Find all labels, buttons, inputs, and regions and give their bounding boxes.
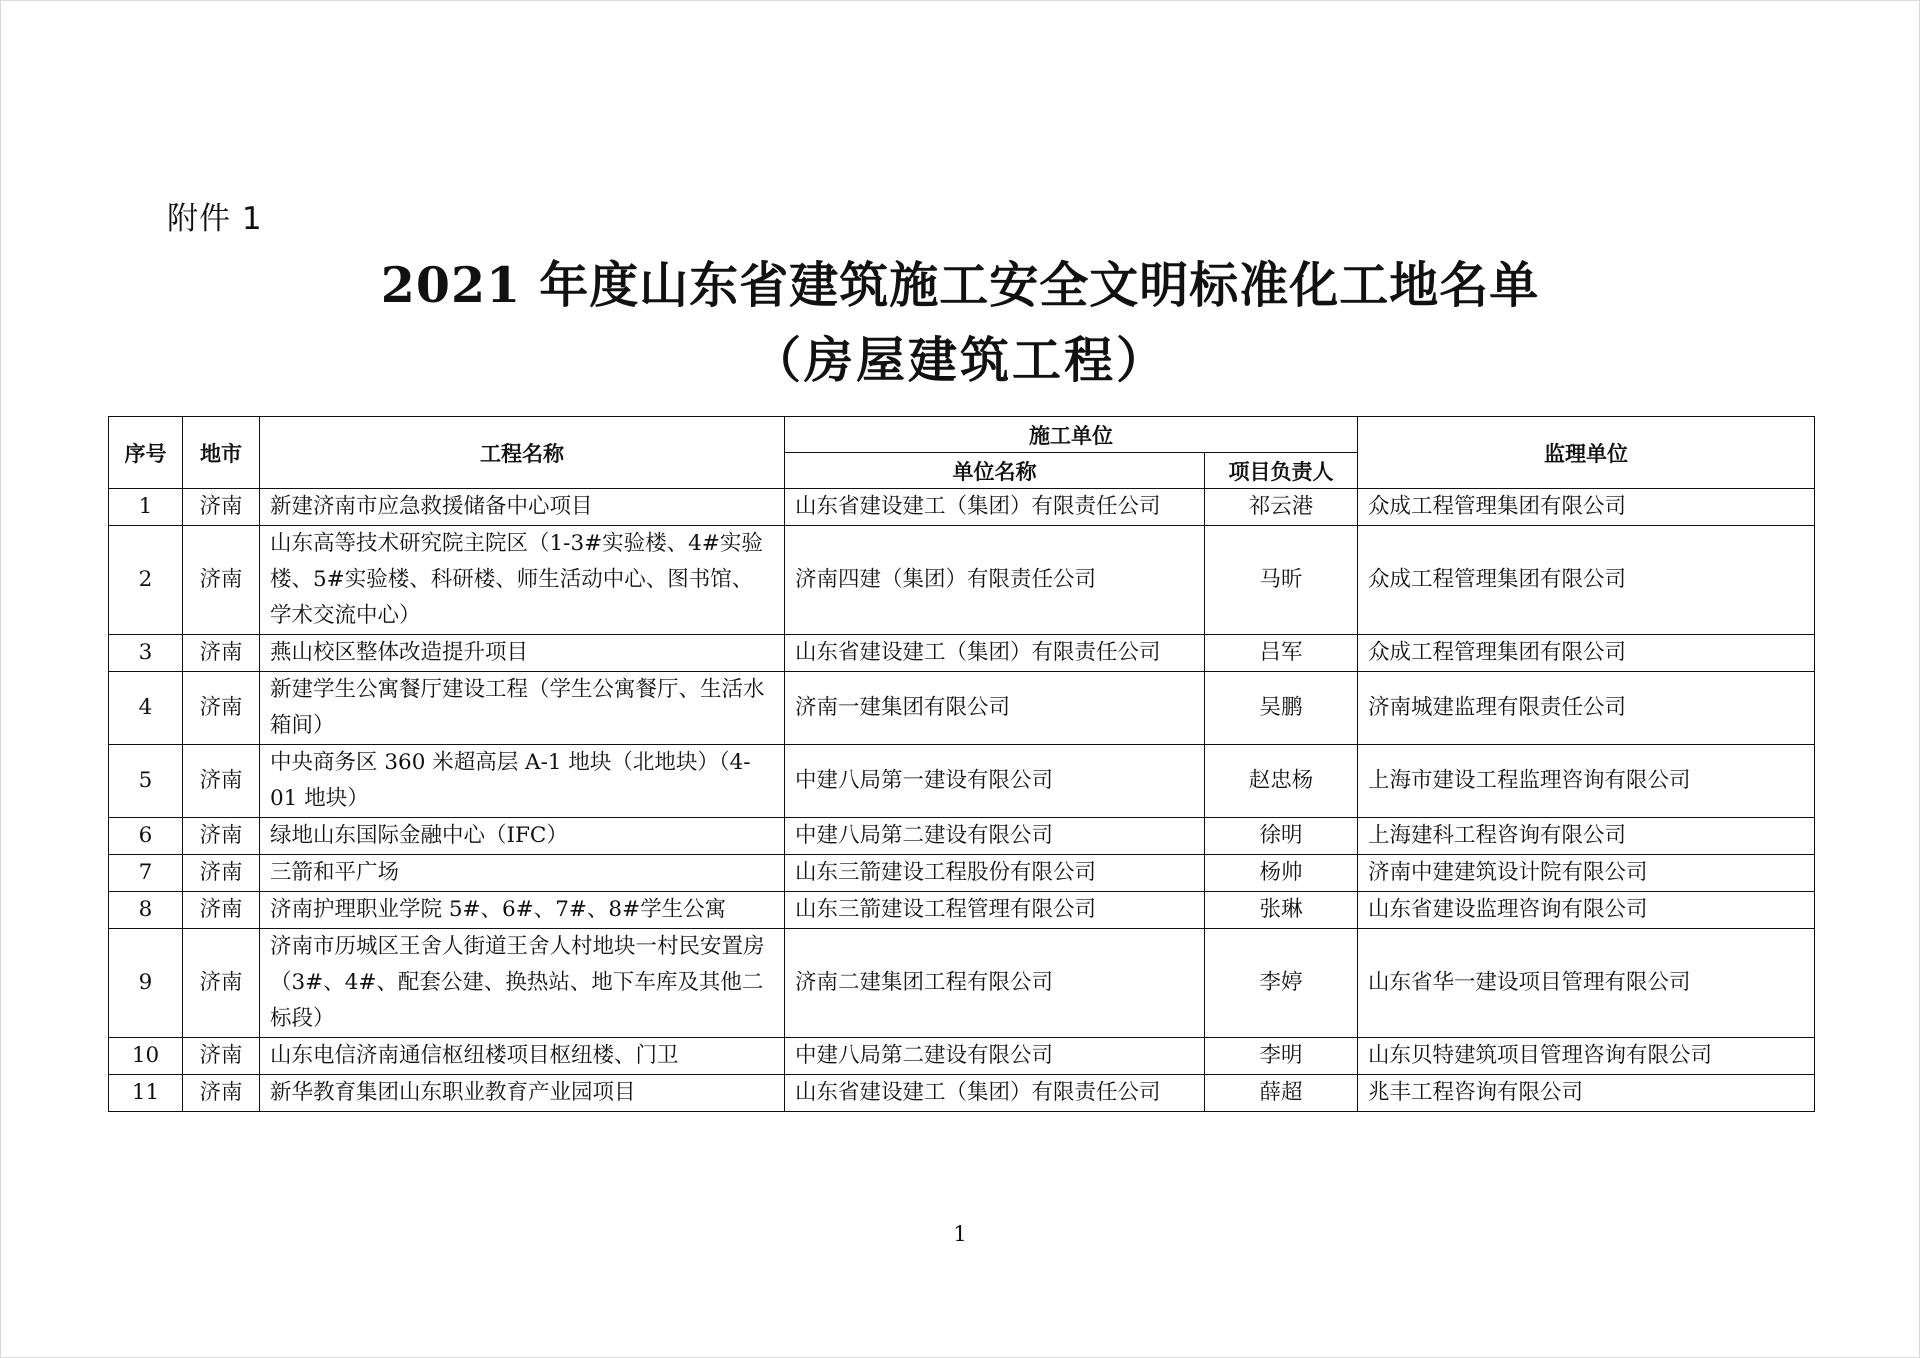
cell-project-leader: 徐明 — [1205, 818, 1358, 855]
cell-project-leader: 杨帅 — [1205, 855, 1358, 892]
cell-supervision-unit: 山东省建设监理咨询有限公司 — [1358, 892, 1815, 929]
header-supervision-unit: 监理单位 — [1358, 417, 1815, 489]
table-row — [109, 1075, 1815, 1112]
cell-number: 7 — [109, 855, 183, 892]
cell-project-leader: 李明 — [1205, 1038, 1358, 1075]
cell-city: 济南 — [183, 489, 260, 526]
cell-city: 济南 — [183, 929, 260, 1038]
cell-supervision-unit: 众成工程管理集团有限公司 — [1358, 635, 1815, 672]
attachment-label: 附件 1 — [167, 201, 263, 237]
cell-project: 山东高等技术研究院主院区（1-3#实验楼、4#实验楼、5#实验楼、科研楼、师生活动中心、图书馆、学术交流中心） — [260, 526, 785, 635]
cell-unit-name: 济南一建集团有限公司 — [785, 672, 1205, 745]
cell-project-leader: 李婷 — [1205, 929, 1358, 1038]
cell-project: 济南护理职业学院 5#、6#、7#、8#学生公寓 — [260, 892, 785, 929]
cell-supervision-unit: 众成工程管理集团有限公司 — [1358, 526, 1815, 635]
cell-number: 11 — [109, 1075, 183, 1112]
cell-project: 中央商务区 360 米超高层 A-1 地块（北地块）（4-01 地块） — [260, 745, 785, 818]
cell-number: 6 — [109, 818, 183, 855]
cell-city: 济南 — [183, 1075, 260, 1112]
cell-project-leader: 张琳 — [1205, 892, 1358, 929]
cell-supervision-unit: 济南中建建筑设计院有限公司 — [1358, 855, 1815, 892]
header-city: 地市 — [183, 417, 260, 489]
cell-unit-name: 中建八局第二建设有限公司 — [785, 1038, 1205, 1075]
cell-unit-name: 中建八局第二建设有限公司 — [785, 818, 1205, 855]
cell-supervision-unit: 上海建科工程咨询有限公司 — [1358, 818, 1815, 855]
header-project-leader: 项目负责人 — [1205, 453, 1358, 489]
table-row — [109, 892, 1815, 929]
cell-project: 新建济南市应急救援储备中心项目 — [260, 489, 785, 526]
table-body — [109, 489, 1815, 1112]
cell-number: 8 — [109, 892, 183, 929]
header-number: 序号 — [109, 417, 183, 489]
cell-project-leader: 祁云港 — [1205, 489, 1358, 526]
table-row — [109, 526, 1815, 635]
cell-number: 1 — [109, 489, 183, 526]
cell-project: 新华教育集团山东职业教育产业园项目 — [260, 1075, 785, 1112]
site-list-table — [108, 416, 1815, 1112]
cell-city: 济南 — [183, 635, 260, 672]
cell-city: 济南 — [183, 745, 260, 818]
table-row — [109, 818, 1815, 855]
cell-city: 济南 — [183, 818, 260, 855]
cell-unit-name: 中建八局第一建设有限公司 — [785, 745, 1205, 818]
cell-city: 济南 — [183, 892, 260, 929]
header-unit-name: 单位名称 — [785, 453, 1205, 489]
cell-number: 10 — [109, 1038, 183, 1075]
header-project: 工程名称 — [260, 417, 785, 489]
cell-city: 济南 — [183, 1038, 260, 1075]
cell-project: 新建学生公寓餐厅建设工程（学生公寓餐厅、生活水箱间） — [260, 672, 785, 745]
table-row — [109, 745, 1815, 818]
cell-city: 济南 — [183, 855, 260, 892]
table-row — [109, 489, 1815, 526]
table-row — [109, 929, 1815, 1038]
page-title: 2021 年度山东省建筑施工安全文明标准化工地名单 — [380, 256, 1540, 314]
cell-project-leader: 吕军 — [1205, 635, 1358, 672]
table-row — [109, 635, 1815, 672]
cell-project-leader: 马昕 — [1205, 526, 1358, 635]
cell-supervision-unit: 济南城建监理有限责任公司 — [1358, 672, 1815, 745]
cell-number: 9 — [109, 929, 183, 1038]
cell-supervision-unit: 山东贝特建筑项目管理咨询有限公司 — [1358, 1038, 1815, 1075]
cell-city: 济南 — [183, 526, 260, 635]
cell-project: 燕山校区整体改造提升项目 — [260, 635, 785, 672]
cell-number: 2 — [109, 526, 183, 635]
cell-project: 绿地山东国际金融中心（IFC） — [260, 818, 785, 855]
cell-unit-name: 济南四建（集团）有限责任公司 — [785, 526, 1205, 635]
cell-project-leader: 赵忠杨 — [1205, 745, 1358, 818]
cell-city: 济南 — [183, 672, 260, 745]
cell-number: 4 — [109, 672, 183, 745]
table-row — [109, 855, 1815, 892]
cell-project: 济南市历城区王舍人街道王舍人村地块一村民安置房（3#、4#、配套公建、换热站、地下车库及其他二标段） — [260, 929, 785, 1038]
cell-supervision-unit: 上海市建设工程监理咨询有限公司 — [1358, 745, 1815, 818]
cell-unit-name: 山东三箭建设工程股份有限公司 — [785, 855, 1205, 892]
cell-supervision-unit: 山东省华一建设项目管理有限公司 — [1358, 929, 1815, 1038]
cell-unit-name: 山东省建设建工（集团）有限责任公司 — [785, 489, 1205, 526]
cell-number: 3 — [109, 635, 183, 672]
cell-unit-name: 山东三箭建设工程管理有限公司 — [785, 892, 1205, 929]
table-row — [109, 1038, 1815, 1075]
cell-unit-name: 山东省建设建工（集团）有限责任公司 — [785, 635, 1205, 672]
cell-supervision-unit: 众成工程管理集团有限公司 — [1358, 489, 1815, 526]
header-construction-unit: 施工单位 — [785, 417, 1358, 453]
cell-unit-name: 山东省建设建工（集团）有限责任公司 — [785, 1075, 1205, 1112]
cell-project: 山东电信济南通信枢纽楼项目枢纽楼、门卫 — [260, 1038, 785, 1075]
page-subtitle: （房屋建筑工程） — [751, 331, 1168, 389]
cell-project: 三箭和平广场 — [260, 855, 785, 892]
table-row — [109, 672, 1815, 745]
cell-supervision-unit: 兆丰工程咨询有限公司 — [1358, 1075, 1815, 1112]
cell-project-leader: 薛超 — [1205, 1075, 1358, 1112]
page-number: 1 — [953, 1222, 967, 1246]
cell-project-leader: 吴鹏 — [1205, 672, 1358, 745]
cell-number: 5 — [109, 745, 183, 818]
cell-unit-name: 济南二建集团工程有限公司 — [785, 929, 1205, 1038]
